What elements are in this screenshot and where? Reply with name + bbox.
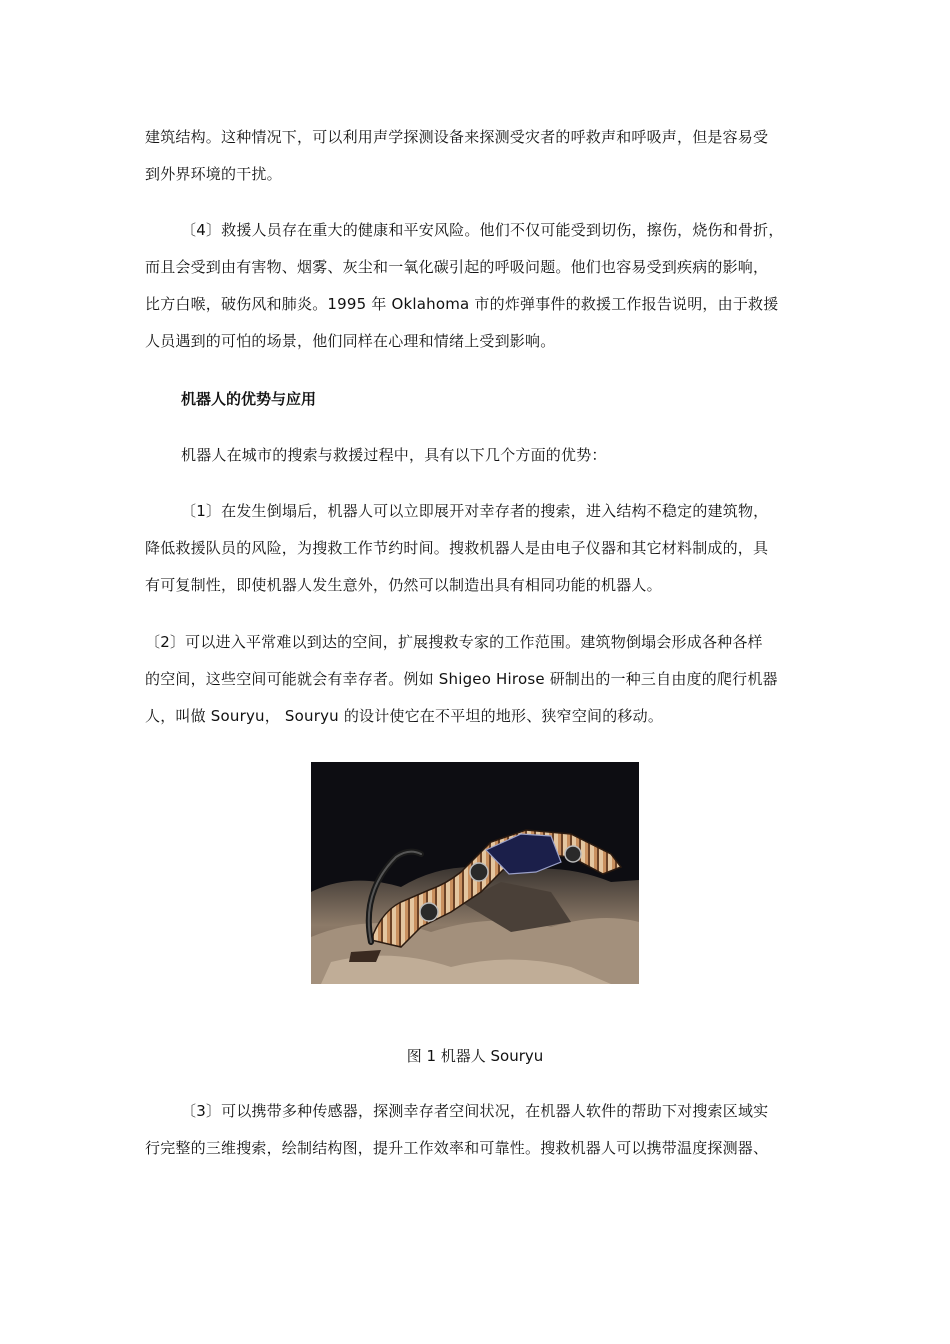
paragraph-advantage-3 bbox=[145, 1093, 810, 1167]
text-line: 比方白喉，破伤风和肺炎。1995 年 Oklahoma 市的炸弹事件的救援工作报告说明，由于救援 bbox=[145, 295, 779, 313]
text-line: 机器人在城市的搜索与救援过程中，具有以下几个方面的优势： bbox=[181, 446, 607, 464]
text-line: 建筑结构。这种情况下，可以利用声学探测设备来探测受灾者的呼救声和呼吸声，但是容易受 bbox=[145, 128, 769, 146]
robot-photo-image bbox=[311, 762, 639, 984]
text-line: 有可复制性，即使机器人发生意外，仍然可以制造出具有相同功能的机器人。 bbox=[145, 576, 662, 594]
section-heading: 机器人的优势与应用 bbox=[181, 390, 317, 408]
text-line: 行完整的三维搜索，绘制结构图，提升工作效率和可靠性。搜救机器人可以携带温度探测器、 bbox=[145, 1139, 769, 1157]
text-line: 而且会受到由有害物、烟雾、灰尘和一氧化碳引起的呼吸问题。他们也容易受到疾病的影响， bbox=[145, 258, 769, 276]
text-line: 〔4〕救援人员存在重大的健康和平安风险。他们不仅可能受到切伤，擦伤，烧伤和骨折， bbox=[181, 221, 784, 239]
text-line: 到外界环境的干扰。 bbox=[145, 165, 282, 183]
text-line: 〔1〕在发生倒塌后，机器人可以立即展开对幸存者的搜索，进入结构不稳定的建筑物， bbox=[181, 502, 769, 520]
paragraph-rescuer-risk bbox=[145, 212, 810, 360]
text-line: 〔2〕可以进入平常难以到达的空间，扩展搜救专家的工作范围。建筑物倒塌会形成各种各样 bbox=[145, 633, 763, 651]
text-line: 人，叫做 Souryu， Souryu 的设计使它在不平坦的地形、狭窄空间的移动。 bbox=[145, 707, 664, 725]
figure-caption: 图 1 机器人 Souryu bbox=[406, 1047, 544, 1065]
paragraph-acoustic-detection bbox=[145, 119, 810, 193]
text-line: 降低救援队员的风险，为搜救工作节约时间。搜救机器人是由电子仪器和其它材料制成的，具 bbox=[145, 539, 769, 557]
text-line: 〔3〕可以携带多种传感器，探测幸存者空间状况，在机器人软件的帮助下对搜索区域实 bbox=[181, 1102, 769, 1120]
text-line: 的空间，这些空间可能就会有幸存者。例如 Shigeo Hirose 研制出的一种三自由度的爬行机器 bbox=[145, 670, 778, 688]
text-line: 人员遇到的可怕的场景，他们同样在心理和情绪上受到影响。 bbox=[145, 332, 556, 350]
robot-photo bbox=[311, 762, 639, 984]
paragraph-intro bbox=[145, 437, 810, 474]
paragraph-advantage-1 bbox=[145, 493, 810, 604]
paragraph-advantage-2 bbox=[145, 624, 810, 735]
